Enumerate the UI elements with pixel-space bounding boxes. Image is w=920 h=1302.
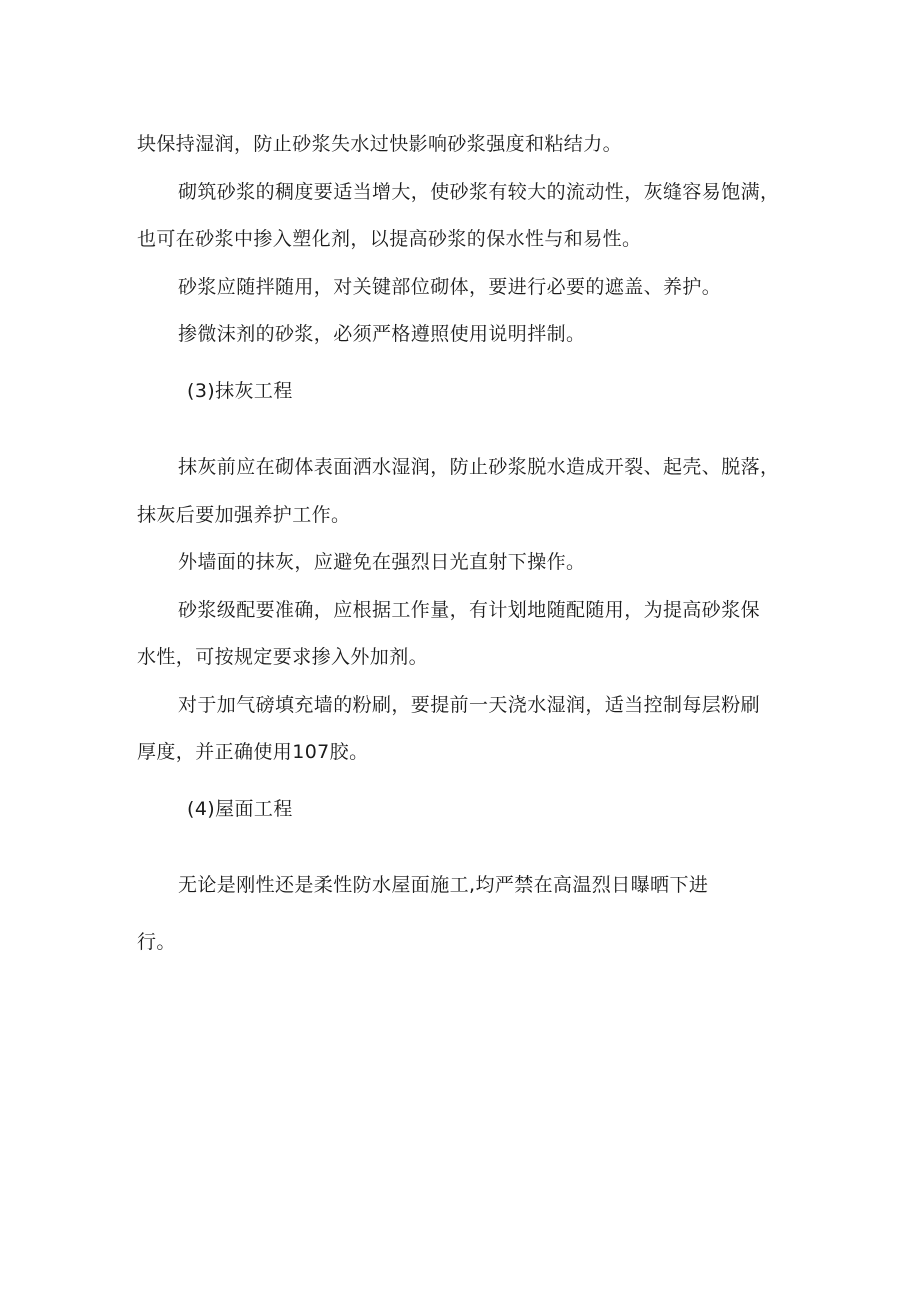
paragraph-line: 砂浆应随拌随用，对关键部位砌体，要进行必要的遮盖、养护。: [178, 276, 722, 298]
paragraph-line: 对于加气磅填充墙的粉刷，要提前一天浇水湿润，适当控制每层粉刷: [178, 694, 761, 716]
paragraph-line: 砂浆级配要准确，应根据工作量，有计划地随配随用，为提高砂浆保: [178, 599, 761, 621]
paragraph-line: 抹灰后要加强养护工作。: [137, 504, 351, 526]
paragraph-line: 无论是刚性还是柔性防水屋面施工,均严禁在高温烈日曝晒下进: [178, 874, 709, 896]
paragraph-line: 也可在砂浆中掺入塑化剂，以提高砂浆的保水性与和易性。: [137, 228, 642, 250]
paragraph-line: 块保持湿润，防止砂浆失水过快影响砂浆强度和粘结力。: [137, 133, 623, 155]
paragraph-line: 水性，可按规定要求掺入外加剂。: [137, 646, 429, 668]
paragraph-line: 厚度，并正确使用107胶。: [137, 741, 369, 763]
paragraph-line: 抹灰前应在砌体表面洒水湿润，防止砂浆脱水造成开裂、起壳、脱落，: [178, 456, 780, 478]
section-heading: (4)屋面工程: [187, 798, 293, 820]
paragraph-line: 行。: [137, 931, 176, 953]
paragraph-line: 砌筑砂浆的稠度要适当增大，使砂浆有较大的流动性，灰缝容易饱满，: [178, 181, 780, 203]
paragraph-line: 外墙面的抹灰，应避免在强烈日光直射下操作。: [178, 551, 586, 573]
paragraph-line: 掺微沫剂的砂浆，必须严格遵照使用说明拌制。: [178, 323, 586, 345]
section-heading: (3)抹灰工程: [187, 380, 293, 402]
